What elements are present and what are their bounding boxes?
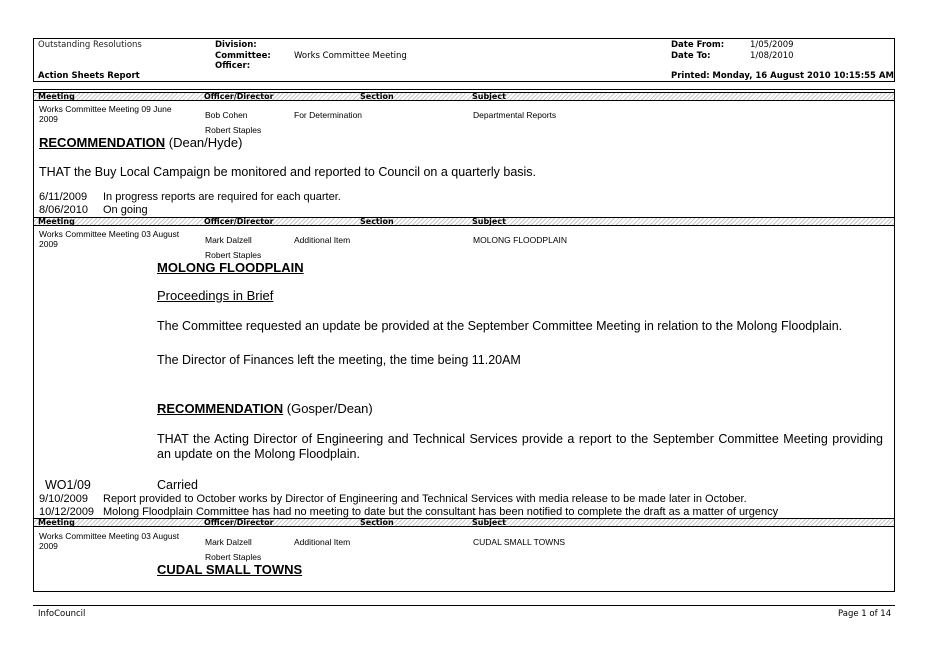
col-subject: Subject xyxy=(472,217,506,226)
note-date: 10/12/2009 xyxy=(39,506,95,518)
meeting-year: 2009 xyxy=(39,541,58,551)
director-name: Robert Staples xyxy=(205,125,262,135)
resolution-status: Carried xyxy=(157,478,198,492)
printed-label: Printed: xyxy=(671,71,710,81)
note-text: Molong Floodplain Committee has had no meeting to date but the consultant has been notified to complete the draft as a matter of urgency xyxy=(103,506,779,518)
col-section: Section xyxy=(360,92,394,101)
note-date: 9/10/2009 xyxy=(39,493,88,505)
resolution-number: WO1/09 xyxy=(45,478,91,492)
note-date: 6/11/2009 xyxy=(39,191,88,203)
report-name: Outstanding Resolutions xyxy=(38,40,142,50)
date-from-label: Date From: xyxy=(671,40,725,50)
director-name: Robert Staples xyxy=(205,250,262,260)
col-meeting: Meeting xyxy=(38,518,75,527)
note-date: 8/06/2010 xyxy=(39,204,88,216)
date-from-value: 1/05/2009 xyxy=(750,40,794,50)
date-to-label: Date To: xyxy=(671,51,711,61)
page-number: Page 1 of 14 xyxy=(838,609,892,619)
resolution-text: THAT the Acting Director of Engineering and Technical Services provide a report to the September Committee Meeting providing an update on the Molong Floodplain. xyxy=(157,432,883,461)
col-meeting: Meeting xyxy=(38,217,75,226)
column-header-bar xyxy=(34,92,894,101)
recommendation-heading xyxy=(157,401,373,416)
column-header-bar xyxy=(34,217,894,226)
committee-label: Committee: xyxy=(215,51,271,61)
meeting-name: Works Committee Meeting 03 August xyxy=(39,531,180,541)
recommendation-label: RECOMMENDATION xyxy=(157,401,284,416)
footer-app-name: InfoCouncil xyxy=(38,609,86,619)
recommendation-movers: (Gosper/Dean) xyxy=(283,401,373,416)
section-value: Additional Item xyxy=(294,235,351,245)
col-officer: Officer/Director xyxy=(204,92,274,101)
proceedings-paragraph: The Director of Finances left the meeting, the time being 11.20AM xyxy=(157,353,521,367)
meeting-year: 2009 xyxy=(39,239,58,249)
subject-value: Departmental Reports xyxy=(473,110,557,120)
proceedings-heading: Proceedings in Brief xyxy=(157,288,274,303)
recommendation-label: RECOMMENDATION xyxy=(39,135,166,150)
col-subject: Subject xyxy=(472,92,506,101)
footer-rule xyxy=(33,605,895,606)
section-value: For Determination xyxy=(294,110,363,120)
officer-name: Mark Dalzell xyxy=(205,537,252,547)
committee-value: Works Committee Meeting xyxy=(294,51,407,61)
recommendation-movers: (Dean/Hyde) xyxy=(165,135,243,150)
report-title: Action Sheets Report xyxy=(38,71,140,81)
col-subject: Subject xyxy=(472,518,506,527)
col-meeting: Meeting xyxy=(38,92,75,101)
subject-value: CUDAL SMALL TOWNS xyxy=(473,537,566,547)
officer-name: Mark Dalzell xyxy=(205,235,252,245)
printed-stamp xyxy=(671,71,894,81)
item-heading: CUDAL SMALL TOWNS xyxy=(157,562,303,577)
col-section: Section xyxy=(360,518,394,527)
col-section: Section xyxy=(360,217,394,226)
note-text: Report provided to October works by Director of Engineering and Technical Services with media release to be made later in October. xyxy=(103,493,747,505)
officer-name: Bob Cohen xyxy=(205,110,248,120)
meeting-name: Works Committee Meeting 09 June xyxy=(39,104,172,114)
col-officer: Officer/Director xyxy=(204,217,274,226)
column-header-bar xyxy=(34,518,894,527)
note-text: In progress reports are required for each quarter. xyxy=(103,191,341,203)
resolution-text: THAT the Buy Local Campaign be monitored and reported to Council on a quarterly basis. xyxy=(39,165,537,179)
date-to-value: 1/08/2010 xyxy=(750,51,794,61)
proceedings-paragraph: The Committee requested an update be provided at the September Committee Meeting in relation to the Molong Floodplain. xyxy=(157,319,843,333)
section-value: Additional Item xyxy=(294,537,351,547)
meeting-name: Works Committee Meeting 03 August xyxy=(39,229,180,239)
division-label: Division: xyxy=(215,40,257,50)
officer-label: Officer: xyxy=(215,61,251,71)
printed-value: Monday, 16 August 2010 10:15:55 AM xyxy=(712,71,894,81)
meeting-year: 2009 xyxy=(39,114,58,124)
note-text: On going xyxy=(103,204,148,216)
director-name: Robert Staples xyxy=(205,552,262,562)
col-officer: Officer/Director xyxy=(204,518,274,527)
subject-value: MOLONG FLOODPLAIN xyxy=(473,235,567,245)
item-heading: MOLONG FLOODPLAIN xyxy=(157,260,304,275)
recommendation-heading xyxy=(39,135,242,150)
